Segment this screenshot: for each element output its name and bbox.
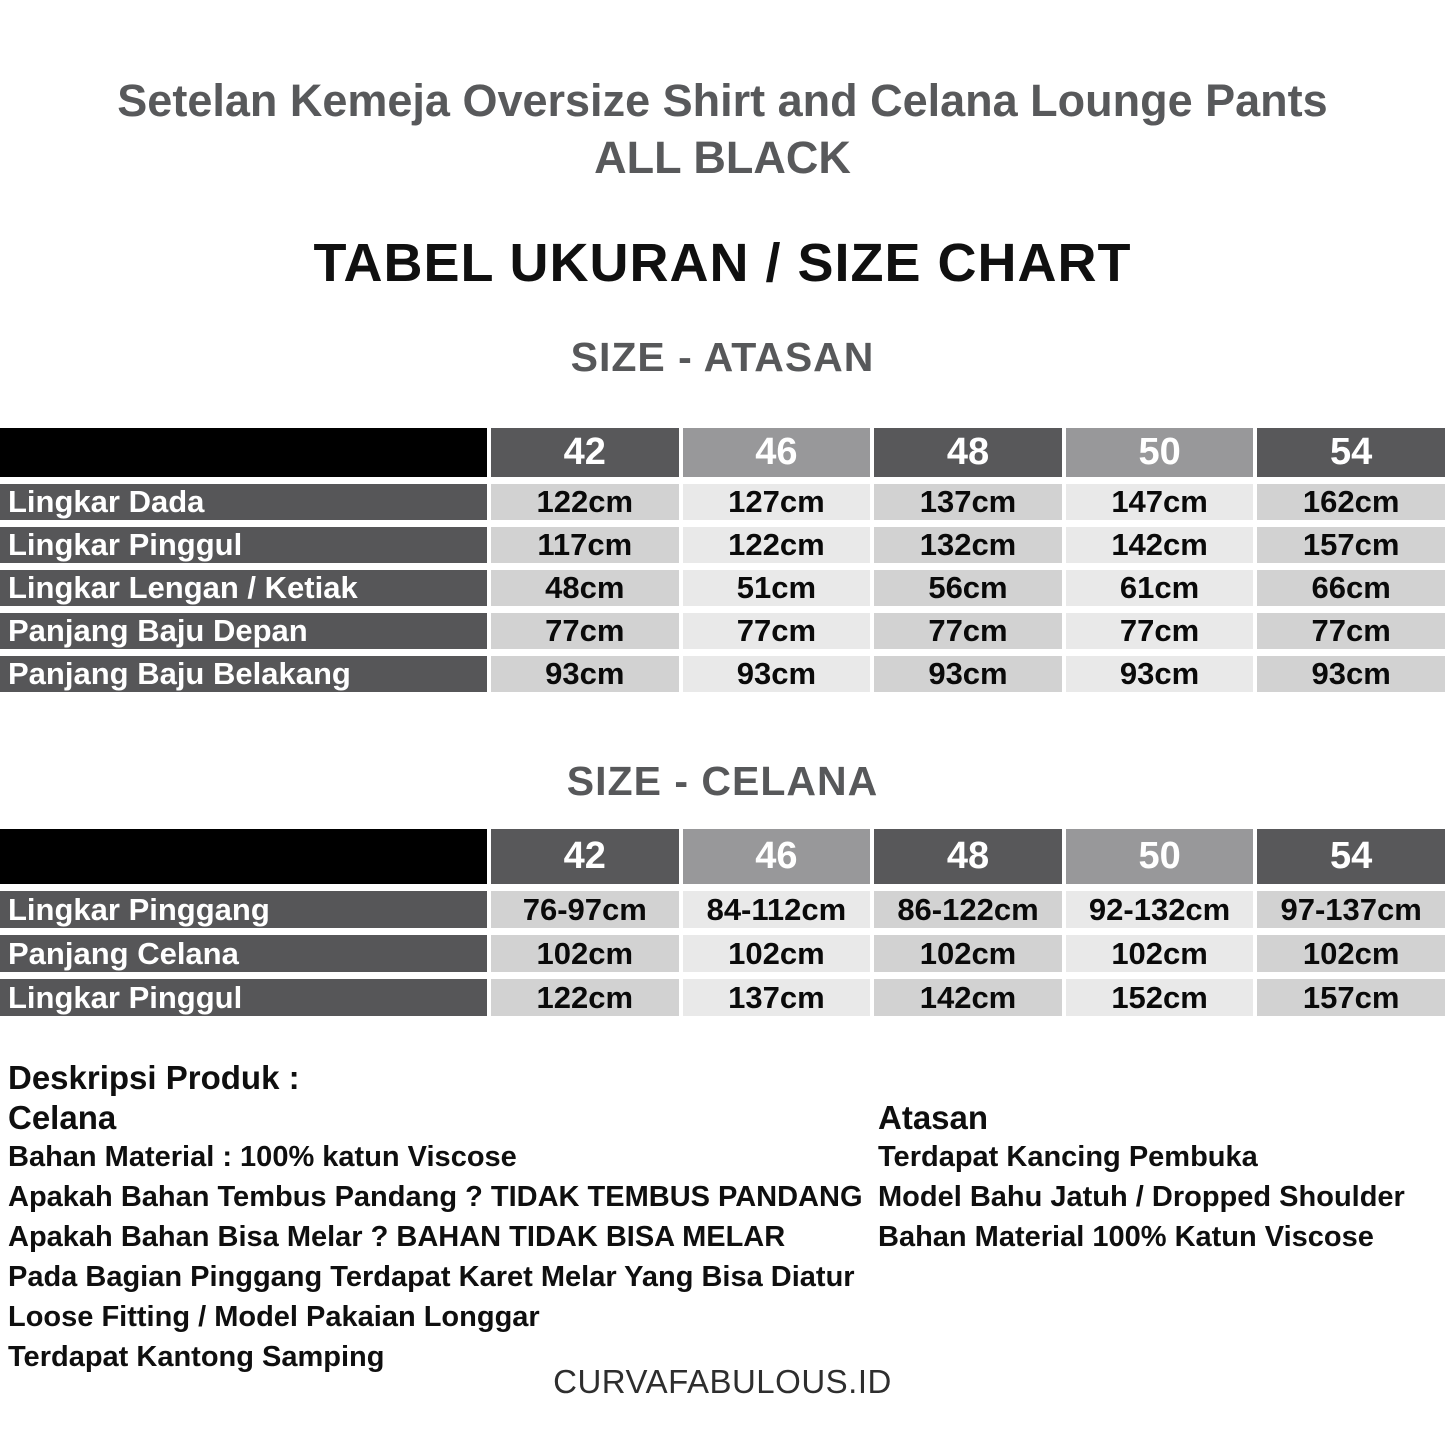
measurement-value: 93cm xyxy=(683,656,871,692)
row-label: Lingkar Pinggul xyxy=(0,527,487,563)
measurement-value: 122cm xyxy=(491,484,679,520)
measurement-value: 102cm xyxy=(683,935,871,972)
measurement-value: 92-132cm xyxy=(1066,891,1254,928)
measurement-value: 127cm xyxy=(683,484,871,520)
measurement-value: 77cm xyxy=(1257,613,1445,649)
measurement-value: 152cm xyxy=(1066,979,1254,1016)
measurement-value: 77cm xyxy=(1066,613,1254,649)
description-line: Pada Bagian Pinggang Terdapat Karet Melar Yang Bisa Diatur xyxy=(8,1261,855,1293)
description-celana-block xyxy=(8,1060,863,1380)
measurement-value: 56cm xyxy=(874,570,1062,606)
measurement-value: 142cm xyxy=(1066,527,1254,563)
measurement-value: 61cm xyxy=(1066,570,1254,606)
measurement-value: 137cm xyxy=(874,484,1062,520)
measurement-value: 48cm xyxy=(491,570,679,606)
description-subheading-atasan: Atasan xyxy=(878,1099,989,1136)
measurement-value: 137cm xyxy=(683,979,871,1016)
description-heading: Deskripsi Produk : xyxy=(8,1059,300,1096)
brand-name: CURVAFABULOUS.ID xyxy=(553,1363,892,1400)
measurement-value: 77cm xyxy=(491,613,679,649)
atasan-header-row xyxy=(0,428,1445,477)
celana-size-column-46: 46 xyxy=(683,829,871,884)
measurement-value: 66cm xyxy=(1257,570,1445,606)
measurement-value: 132cm xyxy=(874,527,1062,563)
row-label: Lingkar Dada xyxy=(0,484,487,520)
description-line: Bahan Material : 100% katun Viscose xyxy=(8,1141,517,1173)
table-row xyxy=(0,979,1445,1016)
table-row xyxy=(0,656,1445,692)
row-label: Panjang Celana xyxy=(0,935,487,972)
description-line: Terdapat Kancing Pembuka xyxy=(878,1141,1258,1173)
atasan-size-column-50: 50 xyxy=(1066,428,1254,477)
measurement-value: 93cm xyxy=(491,656,679,692)
measurement-value: 93cm xyxy=(1066,656,1254,692)
description-atasan-block xyxy=(878,1100,1405,1260)
measurement-value: 122cm xyxy=(683,527,871,563)
description-line: Apakah Bahan Bisa Melar ? BAHAN TIDAK BISA MELAR xyxy=(8,1221,786,1253)
description-line: Loose Fitting / Model Pakaian Longgar xyxy=(8,1301,540,1333)
measurement-value: 102cm xyxy=(874,935,1062,972)
measurement-value: 142cm xyxy=(874,979,1062,1016)
measurement-value: 117cm xyxy=(491,527,679,563)
row-label: Lingkar Pinggang xyxy=(0,891,487,928)
row-label: Panjang Baju Depan xyxy=(0,613,487,649)
measurement-value: 93cm xyxy=(1257,656,1445,692)
description-subheading-celana: Celana xyxy=(8,1099,117,1136)
table-row xyxy=(0,935,1445,972)
row-label: Lingkar Pinggul xyxy=(0,979,487,1016)
celana-corner-cell xyxy=(0,829,487,884)
measurement-value: 102cm xyxy=(1257,935,1445,972)
measurement-value: 86-122cm xyxy=(874,891,1062,928)
description-line: Bahan Material 100% Katun Viscose xyxy=(878,1221,1374,1253)
table-row xyxy=(0,613,1445,649)
atasan-size-column-42: 42 xyxy=(491,428,679,477)
table-row xyxy=(0,570,1445,606)
measurement-value: 102cm xyxy=(1066,935,1254,972)
measurement-value: 51cm xyxy=(683,570,871,606)
section-title-celana: SIZE - CELANA xyxy=(566,758,879,804)
measurement-value: 122cm xyxy=(491,979,679,1016)
measurement-value: 77cm xyxy=(683,613,871,649)
row-label: Panjang Baju Belakang xyxy=(0,656,487,692)
measurement-value: 157cm xyxy=(1257,979,1445,1016)
celana-size-column-42: 42 xyxy=(491,829,679,884)
table-row xyxy=(0,527,1445,563)
atasan-size-column-48: 48 xyxy=(874,428,1062,477)
product-title: Setelan Kemeja Oversize Shirt and Celana Lounge Pants xyxy=(117,75,1328,126)
atasan-size-column-54: 54 xyxy=(1257,428,1445,477)
description-line: Model Bahu Jatuh / Dropped Shoulder xyxy=(878,1181,1405,1213)
table-row xyxy=(0,484,1445,520)
section-title-atasan: SIZE - ATASAN xyxy=(570,334,875,380)
description-line: Terdapat Kantong Samping xyxy=(8,1341,385,1373)
measurement-value: 147cm xyxy=(1066,484,1254,520)
measurement-value: 157cm xyxy=(1257,527,1445,563)
measurement-value: 162cm xyxy=(1257,484,1445,520)
celana-header-row xyxy=(0,829,1445,884)
measurement-value: 93cm xyxy=(874,656,1062,692)
celana-size-column-50: 50 xyxy=(1066,829,1254,884)
celana-size-table xyxy=(0,829,1445,1016)
row-label: Lingkar Lengan / Ketiak xyxy=(0,570,487,606)
measurement-value: 76-97cm xyxy=(491,891,679,928)
atasan-size-column-46: 46 xyxy=(683,428,871,477)
measurement-value: 84-112cm xyxy=(683,891,871,928)
atasan-corner-cell xyxy=(0,428,487,477)
product-variant: ALL BLACK xyxy=(594,132,851,183)
atasan-size-table xyxy=(0,428,1445,692)
size-chart-heading: TABEL UKURAN / SIZE CHART xyxy=(313,233,1132,293)
celana-size-column-48: 48 xyxy=(874,829,1062,884)
celana-size-column-54: 54 xyxy=(1257,829,1445,884)
table-row xyxy=(0,891,1445,928)
measurement-value: 102cm xyxy=(491,935,679,972)
description-line: Apakah Bahan Tembus Pandang ? TIDAK TEMBUS PANDANG xyxy=(8,1181,863,1213)
measurement-value: 97-137cm xyxy=(1257,891,1445,928)
measurement-value: 77cm xyxy=(874,613,1062,649)
